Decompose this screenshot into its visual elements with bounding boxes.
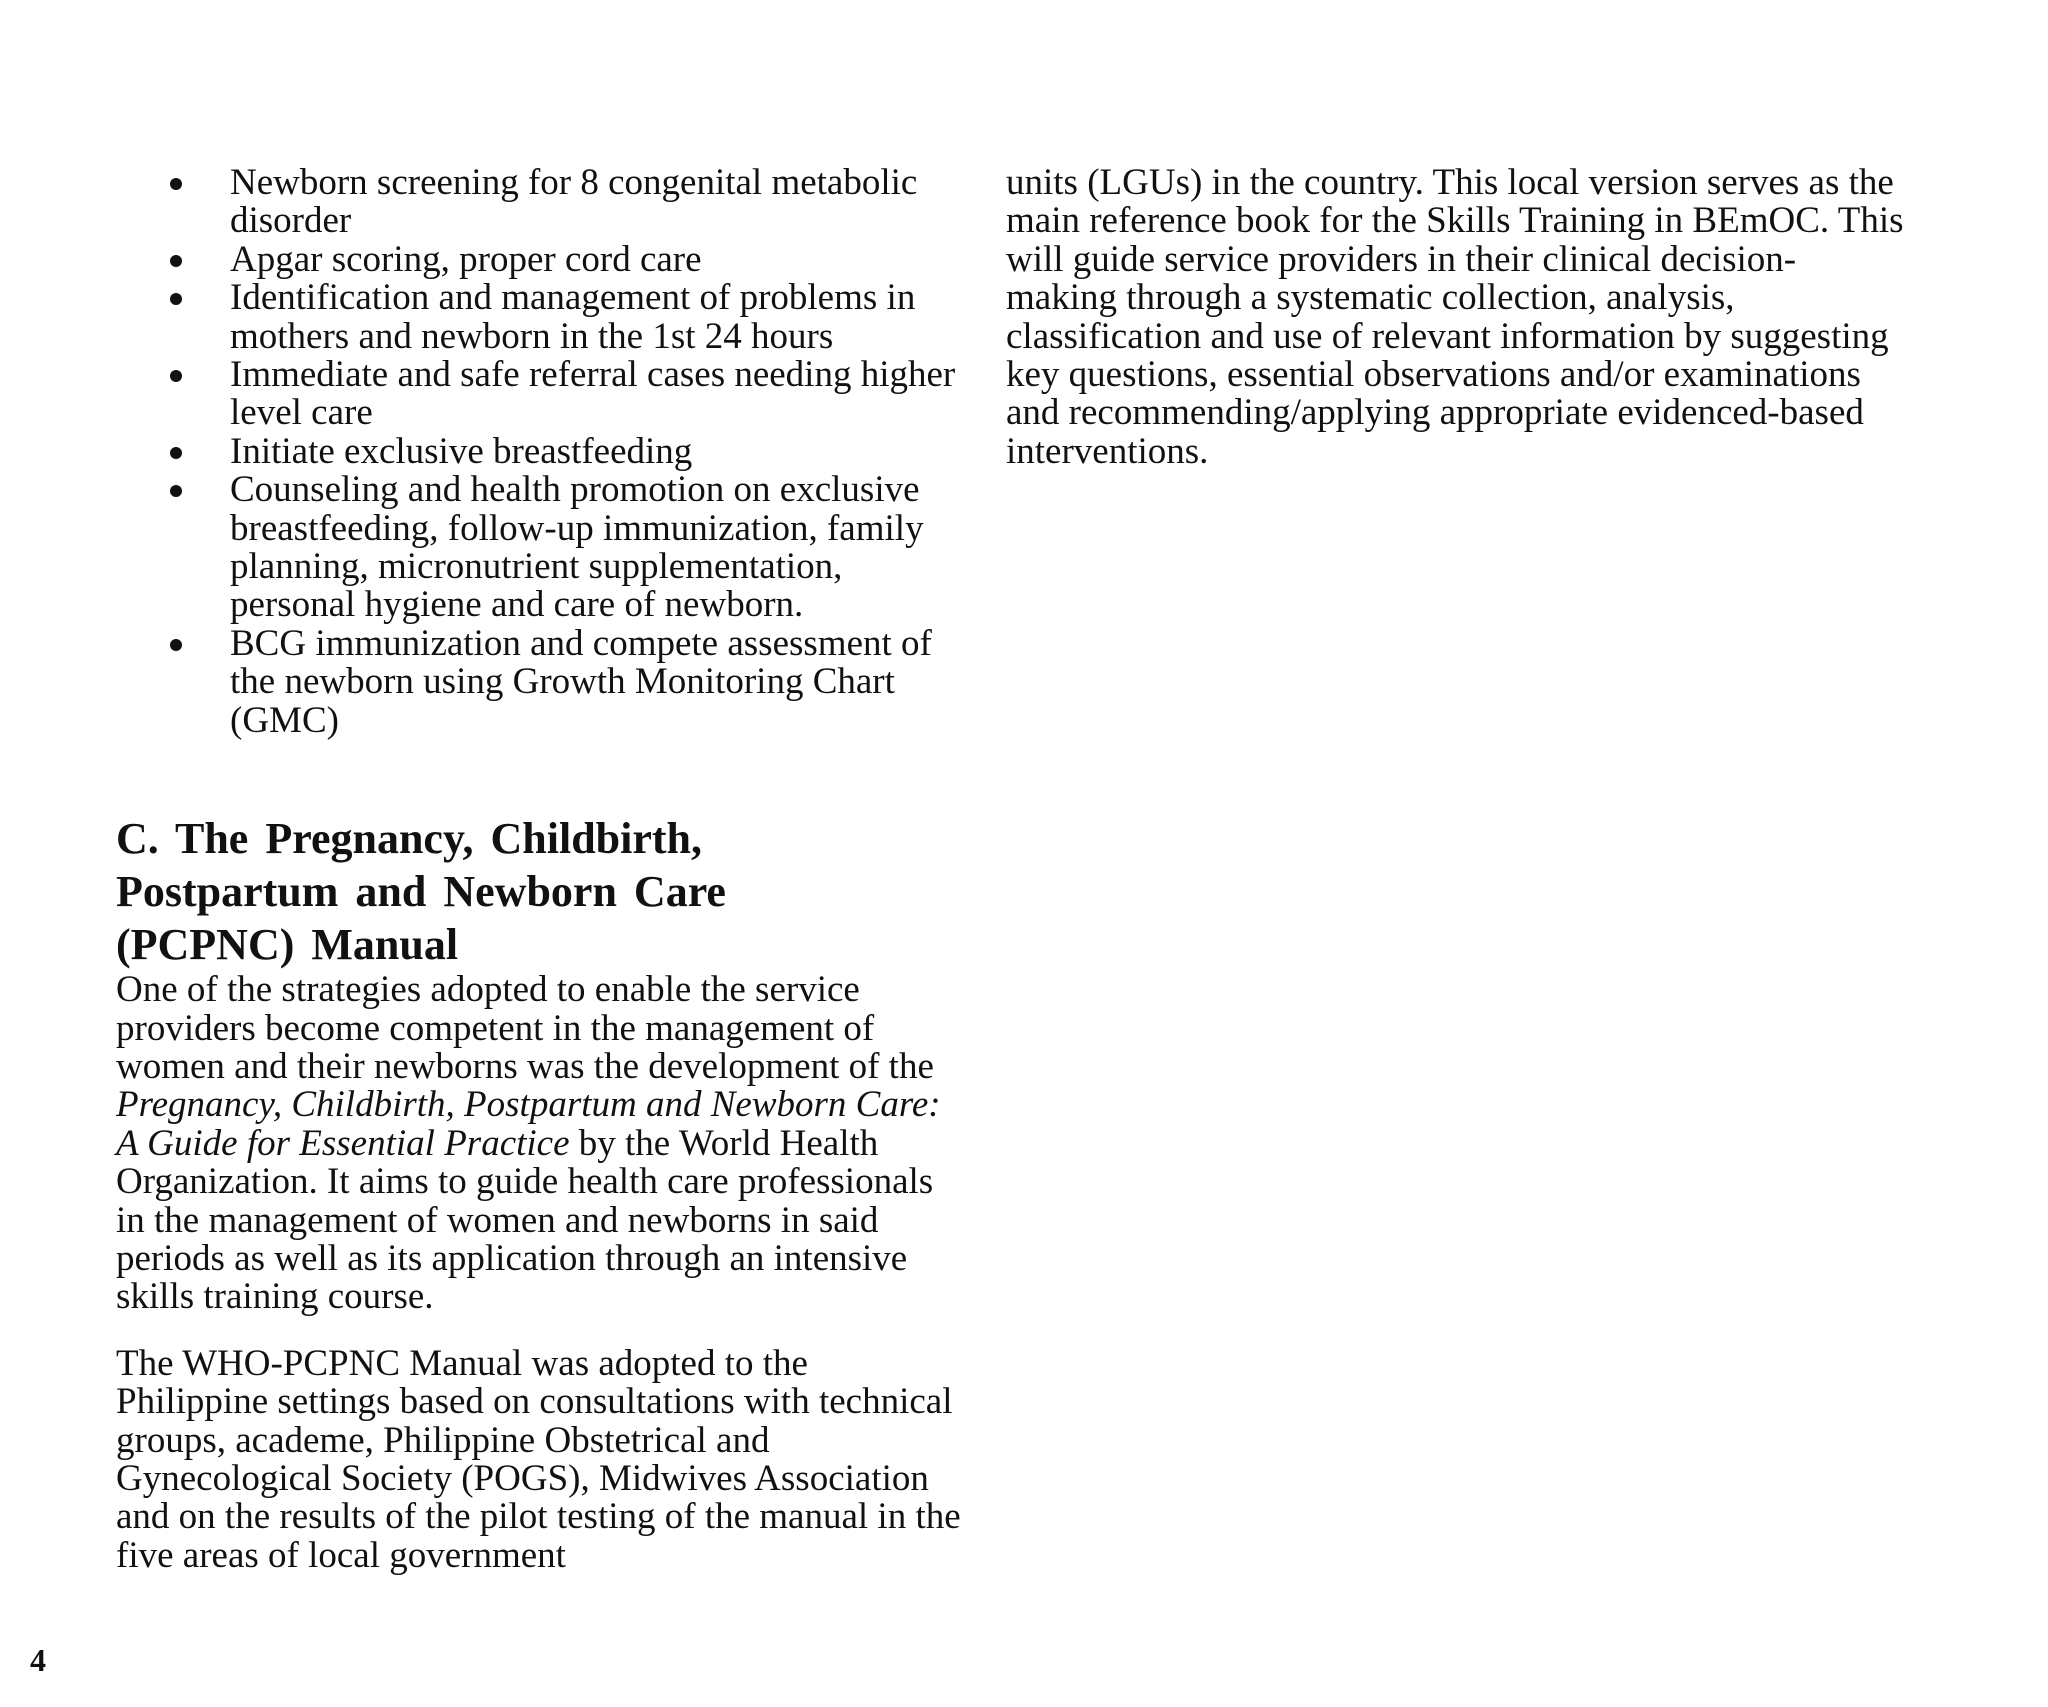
list-item — [230, 164, 966, 241]
section-heading — [116, 812, 966, 971]
pcpnc-intro-paragraph — [116, 971, 966, 1317]
left-text-column — [116, 164, 966, 1575]
list-item — [230, 430, 966, 472]
list-item — [230, 279, 966, 356]
bullet-icon — [170, 178, 182, 190]
list-item-text: Immediate and safe referral cases needing higher level care — [230, 354, 956, 434]
paragraph-text: One of the strategies adopted to enable the service providers become competent in the management of women and their newborns was the development of the — [116, 969, 934, 1087]
section-heading-line: C. The Pregnancy, Childbirth, — [116, 814, 703, 864]
guide-title: Pregnancy, Childbirth, Postpartum and Newborn Care: A Guide for Essential Practice — [116, 1084, 941, 1164]
bullet-icon — [170, 485, 182, 497]
list-item-text: Identification and management of problems in mothers and newborn in the 1st 24 hours — [230, 277, 916, 357]
right-text-column — [1006, 164, 1906, 471]
pcpnc-adoption-paragraph: The WHO-PCPNC Manual was adopted to the Philippine settings based on consultations with technical groups, academe, Philippine Obstetrical and Gynecological Society (POGS), Midwives Association and on the results of the pilot testing of the manual in the five areas of local government — [116, 1342, 961, 1576]
list-item-text: BCG immunization and compete assessment of the newborn using Growth Monitoring Chart (GMC) — [230, 622, 932, 741]
list-item-text: Apgar scoring, proper cord care — [230, 238, 702, 280]
bullet-icon — [170, 639, 182, 651]
bullet-icon — [170, 370, 182, 382]
list-item-text: Counseling and health promotion on exclusive breastfeeding, follow-up immunization, family planning, micronutrient supplementation, personal hygiene and care of newborn. — [230, 469, 924, 626]
list-item — [230, 238, 966, 280]
list-item-text: Newborn screening for 8 congenital metabolic disorder — [230, 162, 918, 242]
section-heading-line: Postpartum and Newborn Care — [116, 867, 726, 917]
service-bullet-list — [116, 164, 966, 740]
list-item — [230, 471, 966, 625]
list-item-text: Initiate exclusive breastfeeding — [230, 430, 693, 472]
bullet-icon — [170, 255, 182, 267]
section-heading-line: (PCPNC) Manual — [116, 920, 459, 970]
page-number: 4 — [30, 1642, 46, 1678]
list-item — [230, 356, 966, 433]
continuation-paragraph: units (LGUs) in the country. This local version serves as the main reference book for the Skills Training in BEmOC. This will guide service providers in their clinical decision-making through a systematic collection, analysis, classification and use of relevant information by suggesting key questions, essential observations and/or examinations and recommending/applying appropriate evidenced-based interventions. — [1006, 162, 1904, 472]
bullet-icon — [170, 293, 182, 305]
paragraph-text: by the World Health Organization. It aims to guide health care professionals in the management of women and newborns in said periods as well as its application through an intensive skills training course. — [116, 1122, 934, 1318]
bullet-icon — [170, 447, 182, 459]
list-item — [230, 622, 966, 741]
